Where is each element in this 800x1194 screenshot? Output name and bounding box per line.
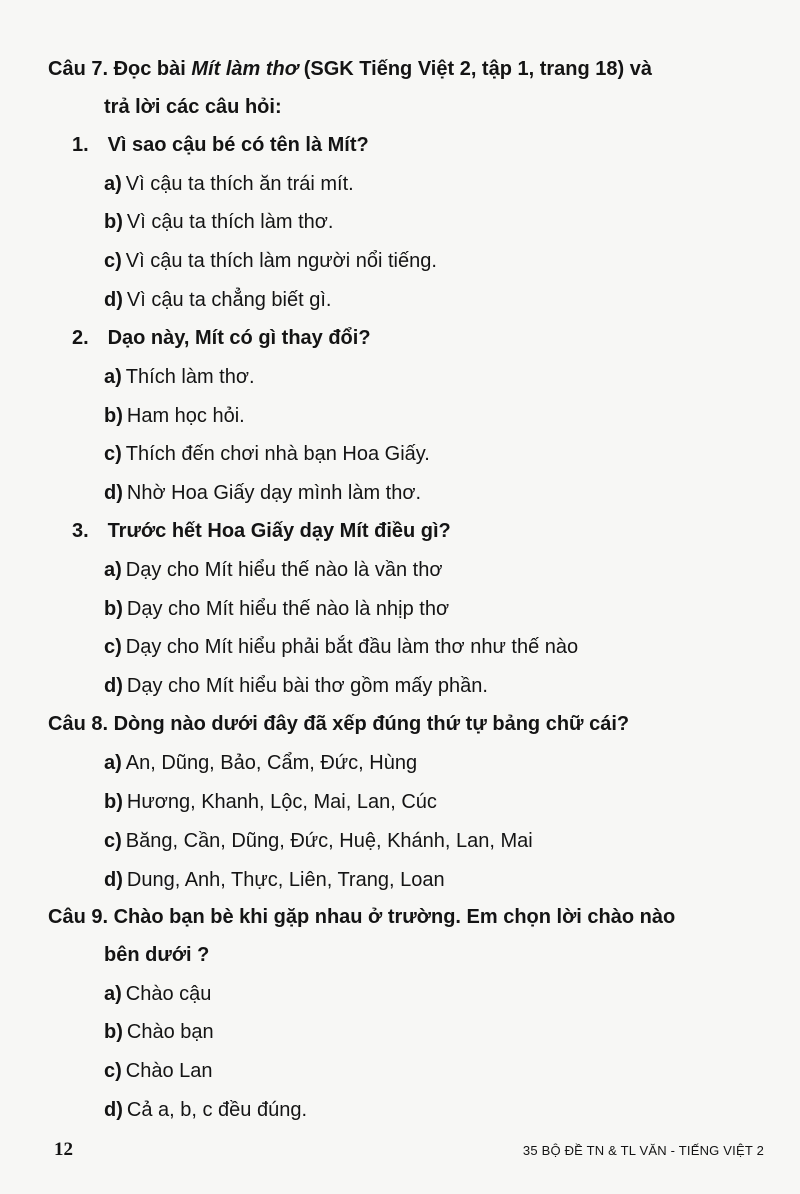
option-text: Băng, Cần, Dũng, Đức, Huệ, Khánh, Lan, Mai bbox=[125, 830, 533, 852]
q2-option-b bbox=[104, 403, 245, 429]
cau8-option-a bbox=[104, 750, 417, 776]
cau8-option-d bbox=[104, 867, 445, 893]
cau9-option-c bbox=[104, 1058, 213, 1084]
question-1-number: 1. bbox=[72, 134, 89, 156]
option-letter: d) bbox=[104, 869, 123, 891]
q1-option-d bbox=[104, 287, 331, 313]
cau9-option-a bbox=[104, 981, 211, 1007]
cau7-prefix: Đọc bài bbox=[113, 58, 186, 80]
option-letter: b) bbox=[104, 598, 123, 620]
option-letter: a) bbox=[104, 752, 122, 774]
option-text: Chào cậu bbox=[125, 983, 212, 1005]
option-text: Hương, Khanh, Lộc, Mai, Lan, Cúc bbox=[126, 791, 437, 813]
option-text: Dạy cho Mít hiểu phải bắt đầu làm thơ như thế nào bbox=[125, 636, 579, 658]
cau9-option-b bbox=[104, 1019, 214, 1045]
cau8-text: Dòng nào dưới đây đã xếp đúng thứ tự bảng chữ cái? bbox=[113, 713, 630, 735]
option-letter: c) bbox=[104, 250, 122, 272]
q2-option-d bbox=[104, 480, 421, 506]
option-letter: d) bbox=[104, 675, 123, 697]
option-text: Chào Lan bbox=[125, 1060, 213, 1082]
option-letter: c) bbox=[104, 830, 122, 852]
option-letter: d) bbox=[104, 482, 123, 504]
option-letter: b) bbox=[104, 211, 123, 233]
cau8-option-c bbox=[104, 828, 533, 854]
option-letter: c) bbox=[104, 1060, 122, 1082]
cau9-label: Câu 9. bbox=[48, 906, 109, 928]
q3-option-d bbox=[104, 673, 488, 699]
option-text: Chào bạn bbox=[126, 1021, 214, 1043]
option-letter: d) bbox=[104, 1099, 123, 1121]
cau7-label: Câu 7. bbox=[48, 58, 109, 80]
option-text: Ham học hỏi. bbox=[126, 405, 245, 427]
question-2-number: 2. bbox=[72, 327, 89, 349]
option-letter: b) bbox=[104, 405, 123, 427]
option-letter: b) bbox=[104, 1021, 123, 1043]
option-text: Vì cậu ta thích ăn trái mít. bbox=[125, 173, 354, 195]
option-text: Thích đến chơi nhà bạn Hoa Giấy. bbox=[125, 443, 430, 465]
question-1 bbox=[72, 132, 369, 158]
question-3 bbox=[72, 518, 451, 544]
q2-option-a bbox=[104, 364, 255, 390]
cau9-option-d bbox=[104, 1097, 307, 1123]
option-text: Vì cậu ta thích làm người nổi tiếng. bbox=[125, 250, 437, 272]
cau7-book-title: Mít làm thơ bbox=[191, 58, 299, 80]
option-text: Dạy cho Mít hiểu thế nào là nhịp thơ bbox=[126, 598, 450, 620]
option-letter: d) bbox=[104, 289, 123, 311]
footer-book-title: 35 BỘ ĐỀ TN & TL VĂN - TIẾNG VIỆT 2 bbox=[522, 1143, 764, 1158]
option-letter: a) bbox=[104, 983, 122, 1005]
cau7-heading-line2: trả lời các câu hỏi: bbox=[104, 96, 282, 118]
option-text: Vì cậu ta thích làm thơ. bbox=[126, 211, 334, 233]
cau9-text: Chào bạn bè khi gặp nhau ở trường. Em chọn lời chào nào bbox=[113, 906, 676, 928]
option-letter: a) bbox=[104, 559, 122, 581]
question-2 bbox=[72, 325, 371, 351]
question-1-text: Vì sao cậu bé có tên là Mít? bbox=[107, 134, 369, 156]
page-number: 12 bbox=[54, 1139, 73, 1160]
option-text: Dạy cho Mít hiểu thế nào là vần thơ bbox=[125, 559, 443, 581]
option-letter: b) bbox=[104, 791, 123, 813]
question-3-text: Trước hết Hoa Giấy dạy Mít điều gì? bbox=[107, 520, 451, 542]
option-letter: a) bbox=[104, 173, 122, 195]
option-text: Cả a, b, c đều đúng. bbox=[126, 1099, 308, 1121]
question-3-number: 3. bbox=[72, 520, 89, 542]
option-text: Nhờ Hoa Giấy dạy mình làm thơ. bbox=[126, 482, 422, 504]
option-text: Vì cậu ta chẳng biết gì. bbox=[126, 289, 332, 311]
question-2-text: Dạo này, Mít có gì thay đổi? bbox=[107, 327, 371, 349]
q2-option-c bbox=[104, 441, 430, 467]
option-text: Dạy cho Mít hiểu bài thơ gồm mấy phần. bbox=[126, 675, 488, 697]
option-text: An, Dũng, Bảo, Cẩm, Đức, Hùng bbox=[125, 752, 418, 774]
cau7-suffix: (SGK Tiếng Việt 2, tập 1, trang 18) và bbox=[303, 58, 652, 80]
cau8-label: Câu 8. bbox=[48, 713, 109, 735]
q3-option-b bbox=[104, 596, 449, 622]
q1-option-a bbox=[104, 171, 354, 197]
option-text: Thích làm thơ. bbox=[125, 366, 255, 388]
q1-option-c bbox=[104, 248, 437, 274]
q1-option-b bbox=[104, 209, 333, 235]
option-letter: c) bbox=[104, 636, 122, 658]
q3-option-a bbox=[104, 557, 442, 583]
cau8-option-b bbox=[104, 789, 437, 815]
cau9-heading bbox=[48, 904, 675, 930]
option-letter: a) bbox=[104, 366, 122, 388]
option-text: Dung, Anh, Thực, Liên, Trang, Loan bbox=[126, 869, 445, 891]
cau8-heading bbox=[48, 711, 629, 737]
q3-option-c bbox=[104, 634, 578, 660]
option-letter: c) bbox=[104, 443, 122, 465]
cau9-heading-line2: bên dưới ? bbox=[104, 944, 210, 966]
cau7-heading bbox=[48, 56, 652, 82]
